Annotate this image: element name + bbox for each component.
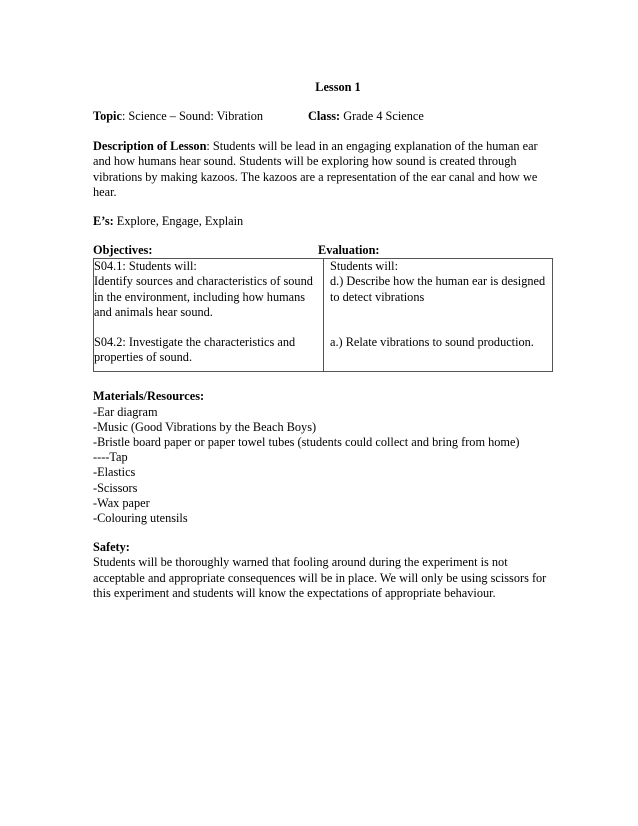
- table-row: [94, 259, 553, 372]
- es-label: E’s:: [93, 214, 114, 229]
- objectives-header: Objectives:: [93, 243, 153, 258]
- description-text: : Students will be lead in an engaging explanation of the human ear and how humans hear sound. Students will be exploring how sound is created through vibrations by making kazoos. The kazoos are a representation of the ear canal and how we hear.: [93, 139, 538, 199]
- list-item: -Bristle board paper or paper towel tubes (students could collect and bring from home): [93, 435, 520, 450]
- topic-part: [93, 109, 263, 123]
- safety-heading: Safety:: [93, 540, 130, 555]
- topic-label: Topic: [93, 109, 122, 124]
- objective-text: S04.1: Students will: Identify sources and characteristics of sound in the environment, including how humans and animals hear sound.: [94, 259, 313, 319]
- class-value: Grade 4 Science: [340, 109, 424, 124]
- list-item: -Elastics: [93, 465, 136, 480]
- description-paragraph: [93, 139, 553, 200]
- class-part: [308, 109, 424, 124]
- objective-text: S04.2: Investigate the characteristics and properties of sound.: [94, 335, 296, 365]
- safety-text: Students will be thoroughly warned that fooling around during the experiment is not acceptable and appropriate consequences will be in place. We will only be using scissors for this experiment and students will know the expectations of appropriate behaviour.: [93, 555, 547, 600]
- class-label: Class:: [308, 109, 341, 124]
- es-value: Explore, Engage, Explain: [113, 214, 244, 229]
- list-item: -Music (Good Vibrations by the Beach Boys): [93, 419, 317, 434]
- es-line: [93, 214, 553, 229]
- list-item: -Scissors: [93, 480, 138, 495]
- lesson-document: [93, 80, 553, 601]
- materials-heading: Materials/Resources:: [93, 389, 205, 404]
- safety-section: [93, 540, 553, 601]
- materials-section: [93, 389, 553, 526]
- evaluation-text: a.) Relate vibrations to sound production.: [330, 334, 534, 349]
- evaluation-header: Evaluation:: [318, 243, 380, 258]
- topic-value: : Science – Sound: Vibration: [121, 109, 264, 124]
- objectives-evaluation-header: [93, 243, 553, 258]
- objectives-table: [93, 258, 553, 372]
- lesson-title: Lesson 1: [315, 80, 361, 94]
- list-item: -Ear diagram: [93, 404, 158, 419]
- description-label: Description of Lesson: [93, 139, 207, 154]
- objective-cell: [94, 259, 324, 372]
- evaluation-text: Students will: d.) Describe how the human ear is designed to detect vibrations: [330, 259, 546, 304]
- list-item: -Colouring utensils: [93, 511, 188, 526]
- topic-class-row: [93, 109, 553, 125]
- evaluation-cell: [324, 259, 553, 372]
- list-item: -Wax paper: [93, 495, 150, 510]
- list-item: ----Tap: [93, 450, 128, 465]
